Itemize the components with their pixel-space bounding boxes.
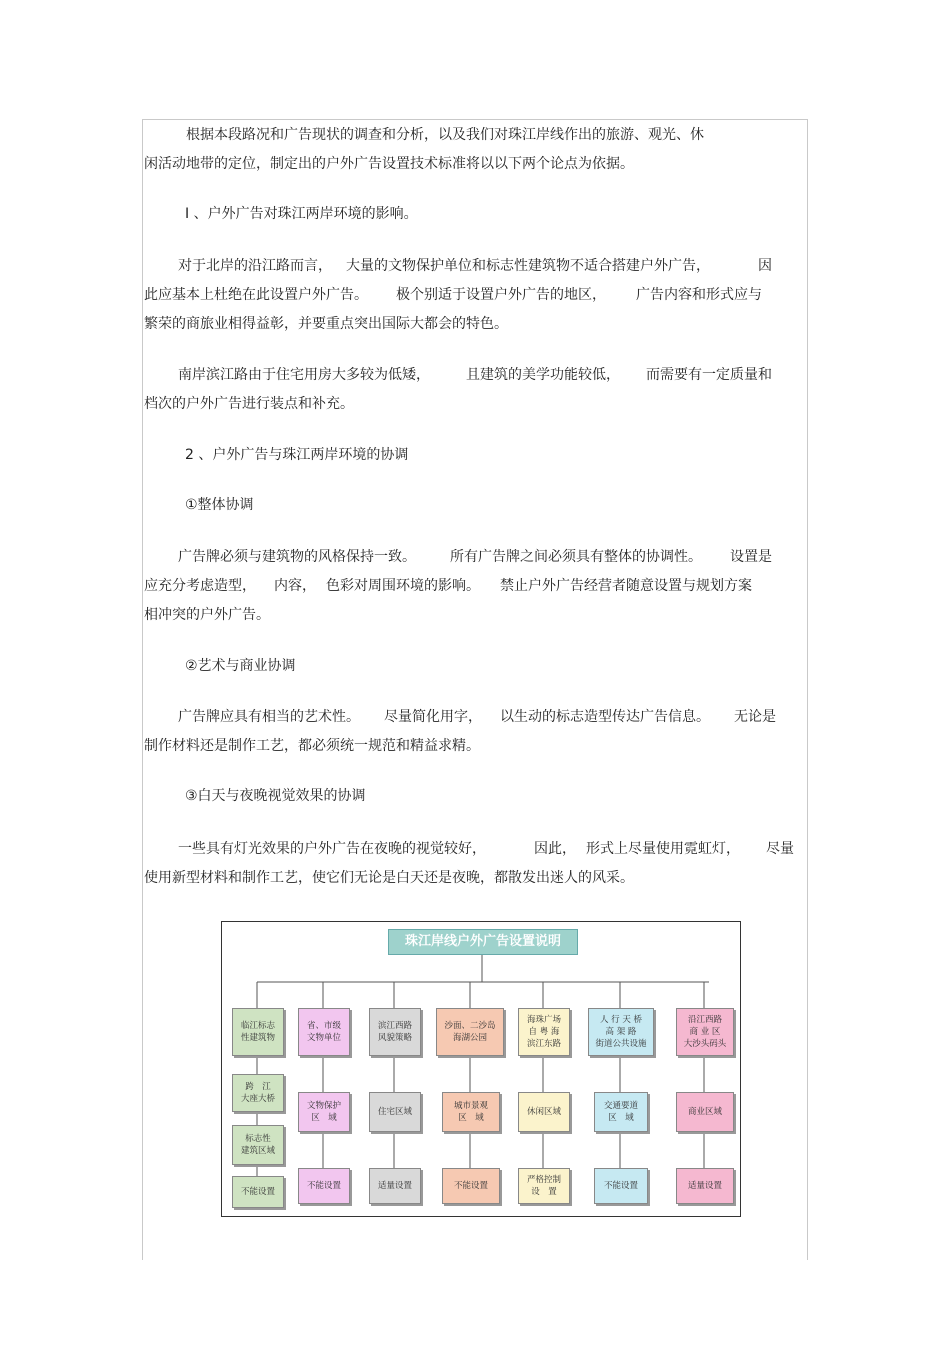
subheading-art: ②艺术与商业协调 (185, 658, 296, 674)
node-col1-result: 不能设置 (232, 1176, 284, 1208)
text-span: 所有广告牌之间必须具有整体的协调性。 (450, 549, 702, 565)
text-span: 因此， (534, 841, 576, 857)
text-line: 闲活动地带的定位，制定出的户外广告设置技术标准将以以下两个论点为依据。 (144, 156, 634, 172)
text-span: 因 (758, 258, 772, 274)
node-heritage-zone: 文物保护 区 域 (298, 1092, 350, 1132)
text-span: 应充分考虑造型， (144, 578, 256, 594)
node-col5-result: 严格控制 设 置 (518, 1168, 570, 1204)
diagram-title: 珠江岸线户外广告设置说明 (388, 929, 578, 955)
node-yanjiang-west: 沿江西路 商 业 区 大沙头码头 (676, 1008, 734, 1056)
text-line (144, 281, 804, 310)
text-line: 根据本段路况和广告现状的调查和分析，以及我们对珠江岸线作出的旅游、观光、休 (186, 127, 704, 143)
text-span: 尽量简化用字， (384, 709, 482, 725)
text-line: 繁荣的商旅业相得益彰，并要重点突出国际大都会的特色。 (144, 316, 508, 332)
node-landmark-zone: 标志性 建筑区域 (232, 1125, 284, 1165)
node-col3-result: 适量设置 (369, 1168, 421, 1204)
heading-2: 2 、户外广告与珠江两岸环境的协调 (185, 447, 409, 463)
paragraph-day-night (144, 835, 838, 864)
text-span: 大量的文物保护单位和标志性建筑物不适合搭建户外广告， (346, 258, 710, 274)
text-span: 对于北岸的沿江路而言， (178, 258, 332, 274)
text-line (144, 572, 804, 601)
paragraph-intro (144, 121, 838, 150)
node-commercial-zone: 商业区域 (676, 1092, 734, 1132)
subheading-day-night: ③白天与夜晚视觉效果的协调 (185, 788, 366, 804)
text-span: 一些具有灯光效果的户外广告在夜晚的视觉较好， (178, 841, 486, 857)
node-col2-result: 不能设置 (298, 1168, 350, 1204)
text-span: 广告牌应具有相当的艺术性。 (178, 709, 360, 725)
node-city-landscape-zone: 城市景观 区 域 (442, 1092, 500, 1132)
node-leisure-zone: 休闲区域 (518, 1092, 570, 1132)
text-line: 档次的户外广告进行装点和补充。 (144, 396, 354, 412)
text-span: 以生动的标志造型传达广告信息。 (500, 709, 710, 725)
paragraph-art (144, 703, 838, 732)
text-line: 制作材料还是制作工艺，都必须统一规范和精益求精。 (144, 738, 480, 754)
text-span: 而需要有一定质量和 (646, 367, 772, 383)
node-binjiang-west: 滨江西路 风貌策略 (369, 1008, 421, 1056)
text-line: 相冲突的户外广告。 (144, 607, 270, 623)
node-residential-zone: 住宅区域 (369, 1092, 421, 1132)
text-span: 且建筑的美学功能较低， (466, 367, 620, 383)
text-line: 使用新型材料和制作工艺，使它们无论是白天还是夜晚，都散发出迷人的风采。 (144, 870, 634, 886)
text-span: 广告牌必须与建筑物的风格保持一致。 (178, 549, 416, 565)
node-heritage-units: 省、市级 文物单位 (298, 1008, 350, 1056)
text-span: 广告内容和形式应与 (636, 287, 762, 303)
node-bridges: 跨 江 大座大桥 (232, 1074, 284, 1112)
text-span: 内容， (274, 578, 316, 594)
text-span: 禁止户外广告经营者随意设置与规划方案 (500, 578, 752, 594)
paragraph-north-bank (144, 252, 838, 281)
paragraph-overall (144, 543, 838, 572)
node-col6-result: 不能设置 (594, 1168, 648, 1204)
flowchart-diagram (221, 921, 741, 1217)
node-traffic-zone: 交通要道 区 域 (594, 1092, 648, 1132)
paragraph-south-bank (144, 361, 838, 390)
text-span: 形式上尽量使用霓虹灯， (586, 841, 740, 857)
heading-1: Ⅰ 、户外广告对珠江两岸环境的影响。 (185, 206, 418, 222)
text-span: 极个别适于设置户外广告的地区， (396, 287, 606, 303)
text-span: 尽量 (766, 841, 794, 857)
text-span: 无论是 (734, 709, 776, 725)
text-span: 此应基本上杜绝在此设置户外广告。 (144, 287, 368, 303)
text-span: 色彩对周围环境的影响。 (326, 578, 480, 594)
text-span: 南岸滨江路由于住宅用房大多较为低矮， (178, 367, 430, 383)
subheading-overall: ①整体协调 (185, 497, 254, 513)
node-footbridges: 人 行 天 桥 高 架 路 街道公共设施 (588, 1008, 654, 1056)
node-col4-result: 不能设置 (442, 1168, 500, 1204)
node-landmark-buildings: 临江标志 性建筑物 (232, 1008, 284, 1056)
node-shamian-ershadao: 沙面、二沙岛 海湖公园 (436, 1008, 504, 1056)
node-col7-result: 适量设置 (676, 1168, 734, 1204)
node-haizhu-square: 海珠广场 自 粤 海 滨江东路 (518, 1008, 570, 1056)
text-span: 设置是 (730, 549, 772, 565)
